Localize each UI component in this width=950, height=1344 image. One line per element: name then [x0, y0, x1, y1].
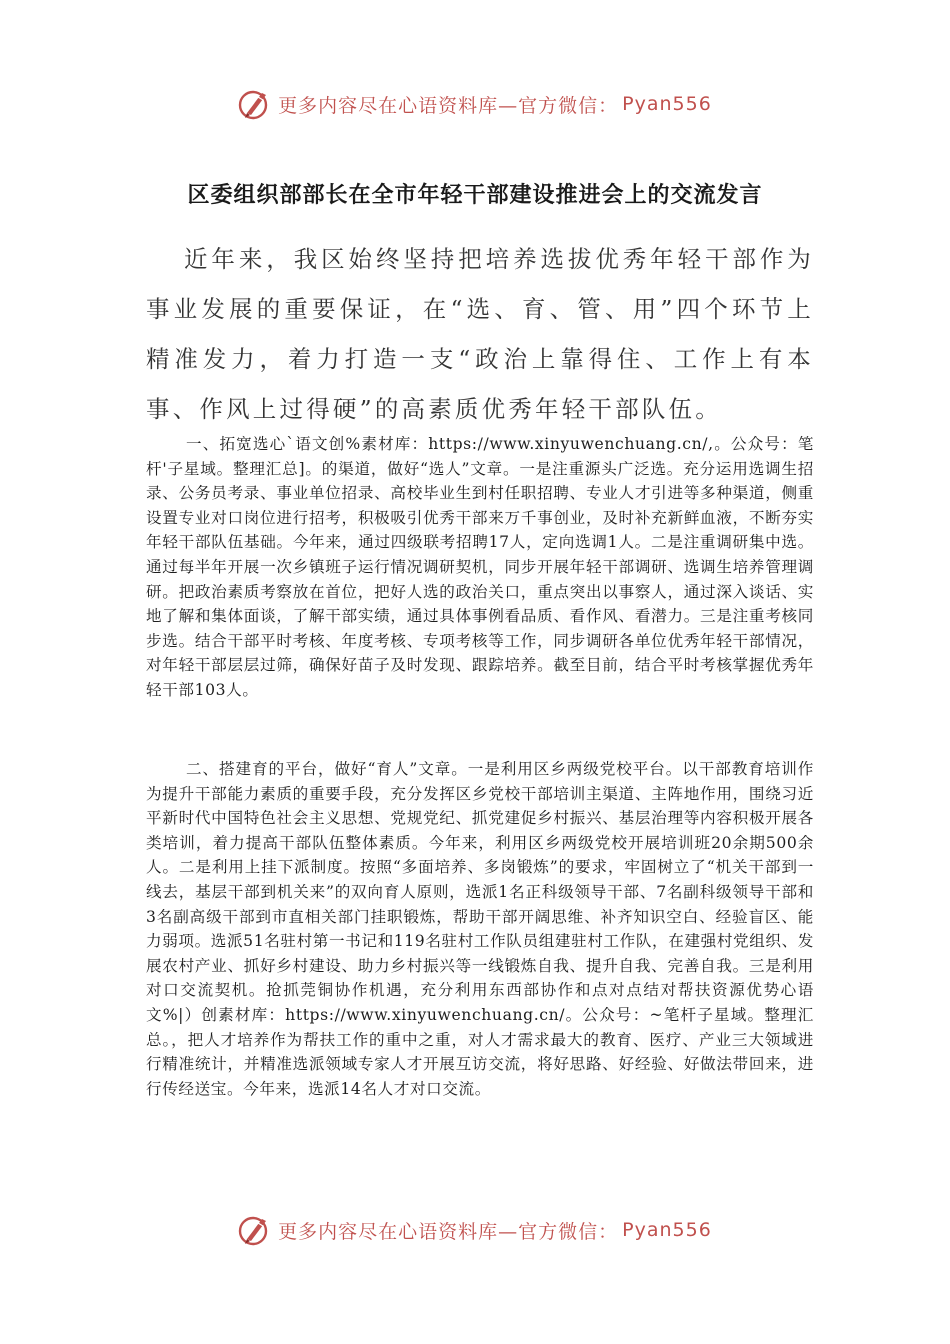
watermark-wechat-id: Pyan556 — [622, 1219, 712, 1241]
body-paragraph-1: 一、拓宽选心`语文创%素材库：https://www.xinyuwenchuang.cn/,。公众号：笔杆'子星域。整理汇总]。的渠道，做好“选人”文章。一是注重源头广泛选。充分运用选调生招录、公务员考录、事业单位招录、高校毕业生到村任职招聘、专业人才引进等多种渠道，侧重设置专业对口岗位进行招考，积极吸引优秀干部来万千事创业，及时补充新鲜血液，不断夯实年轻干部队伍基础。今年来，通过四级联考招聘17人，定向选调1人。二是注重调研集中选。通过每半年开展一次乡镇班子运行情况调研契机，同步开展年轻干部调研、选调生培养管理调研。把政治素质考察放在首位，把好人选的政治关口，重点突出以事察人，通过深入谈话、实地了解和集体面谈，了解干部实绩，通过具体事例看品质、看作风、看潜力。三是注重考核同步选。结合干部平时考核、年度考核、专项考核等工作，同步调研各单位优秀年轻干部情况，对年轻干部层层过筛，确保好苗子及时发现、跟踪培养。截至目前，结合平时考核掌握优秀年轻干部103人。 — [146, 435, 814, 699]
footer-watermark — [0, 1212, 950, 1248]
quill-pen-logo-icon — [238, 1213, 272, 1247]
watermark-text: 更多内容尽在心语资料库—官方微信： — [278, 1220, 619, 1243]
watermark-wechat-id: Pyan556 — [622, 93, 712, 115]
watermark-text: 更多内容尽在心语资料库—官方微信： — [278, 94, 619, 117]
quill-pen-logo-icon — [238, 87, 272, 121]
intro-paragraph: 近年来，我区始终坚持把培养选拔优秀年轻干部作为事业发展的重要保证，在“选、育、管、用”四个环节上精准发力，着力打造一支“政治上靠得住、工作上有本事、作风上过得硬”的高素质优秀年轻干部队伍。 — [146, 245, 814, 423]
header-watermark — [0, 86, 950, 122]
document-title: 区委组织部部长在全市年轻干部建设推进会上的交流发言 — [187, 183, 763, 208]
body-paragraph-2: 二、搭建育的平台，做好“育人”文章。一是利用区乡两级党校平台。以干部教育培训作为提升干部能力素质的重要手段，充分发挥区乡党校干部培训主渠道、主阵地作用，围绕习近平新时代中国特色社会主义思想、党规党纪、抓党建促乡村振兴、基层治理等内容积极开展各类培训，着力提高干部队伍整体素质。今年来，利用区乡两级党校开展培训班20余期500余人。二是利用上挂下派制度。按照“多面培养、多岗锻炼”的要求，牢固树立了“机关干部到一线去，基层干部到机关来”的双向育人原则，选派1名正科级领导干部、7名副科级领导干部和3名副高级干部到市直相关部门挂职锻炼，帮助干部开阔思维、补齐知识空白、经验盲区、能力弱项。选派51名驻村第一书记和119名驻村工作队员组建驻村工作队，在建强村党组织、发展农村产业、抓好乡村建设、助力乡村振兴等一线锻炼自我、提升自我、完善自我。三是利用对口交流契机。抢抓莞铜协作机遇，充分利用东西部协作和点对点结对帮扶资源优势心语文%|）创素材库：https://www.xinyuwenchuang.cn/。公众号：~笔杆子星域。整理汇总。，把人才培养作为帮扶工作的重中之重，对人才需求最大的教育、医疗、产业三大领域进行精准统计，并精准选派领域专家人才开展互访交流，将好思路、好经验、好做法带回来，进行传经送宝。今年来，选派14名人才对口交流。 — [146, 760, 814, 1098]
